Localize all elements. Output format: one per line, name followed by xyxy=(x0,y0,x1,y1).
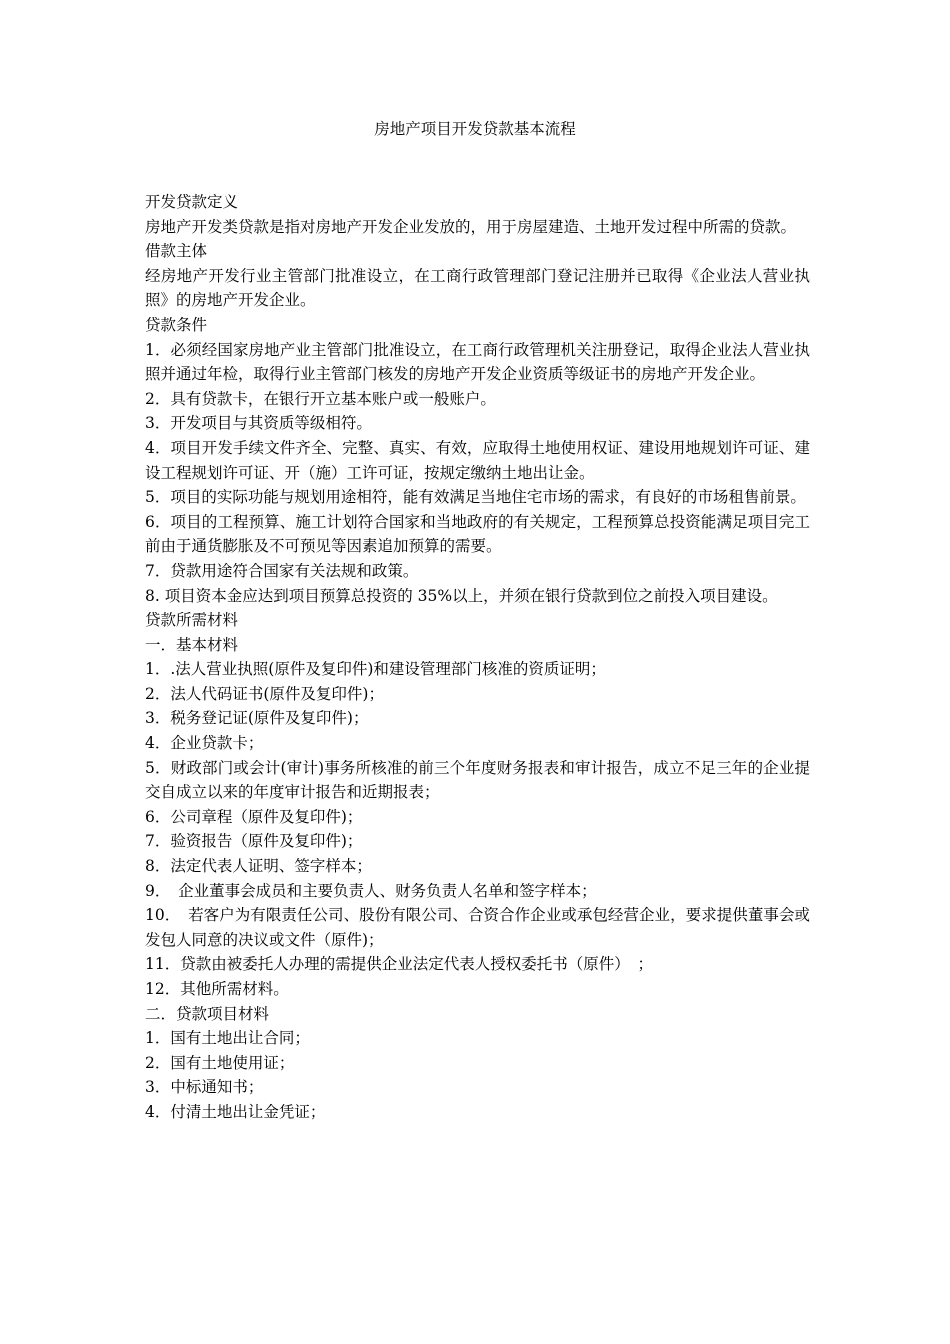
material-item: 7．验资报告（原件及复印件)； xyxy=(145,832,363,851)
condition-item: 2．具有贷款卡，在银行开立基本账户或一般账户。 xyxy=(145,389,496,408)
section-heading-materials: 贷款所需材料 xyxy=(145,611,239,630)
document-title: 房地产项目开发贷款基本流程 xyxy=(374,120,576,138)
subsection-heading-basic: 一．基本材料 xyxy=(145,635,239,654)
material-item: 1．.法人营业执照(原件及复印件)和建设管理部门核准的资质证明； xyxy=(145,660,606,679)
material-item: 3．税务登记证(原件及复印件)； xyxy=(145,709,369,728)
material-item: 6．公司章程（原件及复印件)； xyxy=(145,807,363,826)
subsection-heading-project: 二．贷款项目材料 xyxy=(145,1004,270,1023)
material-item: 12．其他所需材料。 xyxy=(145,980,289,998)
condition-item: 8. 项目资本金应达到项目预算总投资的 35%以上，并须在银行贷款到位之前投入项目建设。 xyxy=(145,586,778,605)
material-item: 10． 若客户为有限责任公司、股份有限公司、合资合作企业或承包经营企业，要求提供董事会或发包人同意的决议或文件（原件)； xyxy=(145,906,810,949)
material-item: 5．财政部门或会计(审计)事务所核准的前三个年度财务报表和审计报告，成立不足三年的企业提交自成立以来的年度审计报告和近期报表； xyxy=(145,758,810,802)
condition-item: 4．项目开发手续文件齐全、完整、真实、有效，应取得土地使用权证、建设用地规划许可证、建设工程规划许可证、开（施）工许可证，按规定缴纳土地出让金。 xyxy=(145,438,810,482)
section-heading-borrower: 借款主体 xyxy=(145,242,208,261)
condition-item: 7．贷款用途符合国家有关法规和政策。 xyxy=(145,561,419,580)
material-item: 9． 企业董事会成员和主要负责人、财务负责人名单和签字样本； xyxy=(145,881,597,900)
material-item: 11．贷款由被委托人办理的需提供企业法定代表人授权委托书（原件） ； xyxy=(145,955,653,974)
project-material-item: 3．中标通知书； xyxy=(145,1078,264,1097)
section-heading-definition: 开发贷款定义 xyxy=(145,193,239,211)
material-item: 4．企业贷款卡； xyxy=(145,734,264,753)
material-item: 8．法定代表人证明、签字样本； xyxy=(145,857,372,876)
project-material-item: 4．付清土地出让金凭证； xyxy=(145,1102,326,1121)
condition-item: 6．项目的工程预算、施工计划符合国家和当地政府的有关规定，工程预算总投资能满足项目完工前由于通货膨胀及不可预见等因素追加预算的需要。 xyxy=(145,512,810,556)
condition-item: 5．项目的实际功能与规划用途相符，能有效满足当地住宅市场的需求，有良好的市场租售前景。 xyxy=(145,488,806,507)
document-body xyxy=(145,190,810,1125)
material-item: 2．法人代码证书(原件及复印件)； xyxy=(145,684,384,703)
paragraph-definition: 房地产开发类贷款是指对房地产开发企业发放的，用于房屋建造、土地开发过程中所需的贷款。 xyxy=(145,217,797,236)
paragraph-borrower: 经房地产开发行业主管部门批准设立，在工商行政管理部门登记注册并已取得《企业法人营业执照》的房地产开发企业。 xyxy=(145,266,810,310)
condition-item: 1．必须经国家房地产业主管部门批准设立，在工商行政管理机关注册登记，取得企业法人营业执照并通过年检，取得行业主管部门核发的房地产开发企业资质等级证书的房地产开发企业。 xyxy=(145,340,810,384)
project-material-item: 1．国有土地出让合同； xyxy=(145,1029,310,1048)
project-material-item: 2．国有土地使用证； xyxy=(145,1053,295,1072)
condition-item: 3．开发项目与其资质等级相符。 xyxy=(145,414,372,433)
section-heading-conditions: 贷款条件 xyxy=(145,315,208,334)
